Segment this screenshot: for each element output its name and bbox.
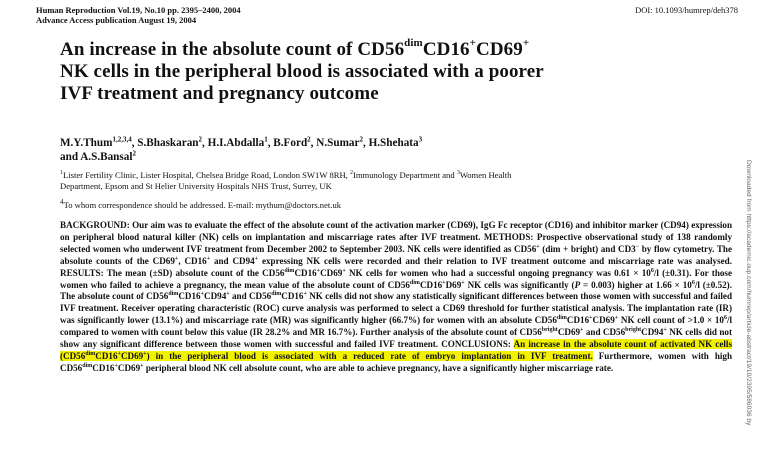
abstract: BACKGROUND: Our aim was to evaluate the effect of the absolute count of the activation marker (CD69), IgG Fc receptor (CD16) and inhibitor marker (CD94) expression on peripheral blood natural killer (NK) cells on implantation and miscarriage rates after IVF treatment. METHODS: Prospective observational study of 138 randomly selected women who underwent IVF treatment from December 2002 to September 2003. NK cells were identified as CD56+ (dim + bright) and CD3− by flow cytometry. The absolute counts of the CD69+, CD16+ and CD94+ expressing NK cells were recorded and their relation to IVF treatment outcome and miscarriage rate was analysed. RESULTS: The mean (±SD) absolute count of the $CD56^{dim}CD16^+CD69^+$ NK cells for women who had a successful ongoing pregnancy was $0.61 \times 10^6/l$ (±0.31). For those women who failed to achieve a pregnancy, the mean value of the absolute count of $CD56^{dim}CD16^+D69^+$ NK cells was significantly (P = 0.003) higher at $1.66 \times 10^6/l$ (±0.52). The absolute count of $CD56^{dim}CD16^+CD94^+$ and $CD56^{dim}CD16^+$ NK cells did not show any statistically significant differences between those women with successful and failed IVF treatment. Receiver operating characteristic (ROC) curve analysis was performed to select a CD69 threshold for further statistical analysis. The implantation rate (IR) was significantly lower (13.1%) and miscarriage rate (MR) was significantly higher (66.7%) for women with an absolute $CD56^{dim}CD16^+CD69^+$ NK cell count of $>1.0 \times 10^6/l$ compared to women with count below this value (IR 28.2% and MR 16.7%). Further analysis of the absolute count of $CD56^{bright}CD69^+$ and $CD56^{bright}CD94^+$ NK cells did not show any significant difference between those women with successful and failed IVF treatment. CONCLUSIONS: An increase in the absolute count of activated NK cells $(CD56^{dim}CD16^+CD69^+)$ in the peripheral blood is associated with a reduced rate of embryo implantation in IVF treatment. Furthermore, women with high $CD56^{dim}CD16^+CD69^+$ peripheral blood NK cell absolute count, who are able to achieve pregnancy, have a significantly higher miscarriage rate. (60, 220, 733, 373)
download-watermark-text: Downloaded from https://academic.oup.com/humrep/article-abstract/19/10/2395/586036 by (745, 160, 752, 426)
title-line-3: IVF treatment and pregnancy outcome (60, 83, 379, 104)
title-line-2: NK cells in the peripheral blood is associated with a poorer (60, 61, 544, 82)
correspondence-note: $^4$To whom correspondence should be addressed. E-mail: mythum@doctors.net.uk (60, 198, 342, 210)
download-watermark (742, 160, 754, 448)
highlighted-conclusion: An increase in the absolute count of activated NK cells $(CD56^{dim}CD16^+CD69^+)$ in the peripheral blood is associated with a reduced rate of embryo implantation in IVF treatment. (60, 339, 732, 361)
author-list: M.Y.Thum$^{1,2,3,4}$, S.Bhaskaran$^2$, H.I.Abdalla$^1$, B.Ford$^2$, N.Sumar$^2$, H.Shehata$^3$ and A.S.Bansal$^2$ (60, 135, 423, 163)
paper-title (60, 36, 750, 105)
access-line: Advance Access publication August 19, 2004 (36, 15, 197, 25)
affiliations: $^1$Lister Fertility Clinic, Lister Hospital, Chelsea Bridge Road, London SW1W 8RH, $^2$Immunology Department and $^3$Women Health Department, Epsom and St Helier University Hospitals NHS Trust, Surrey, UK (60, 170, 512, 191)
doi: DOI: 10.1093/humrep/deh378 (635, 5, 738, 15)
journal-line: Human Reproduction Vol.19, No.10 pp. 2395–2400, 2004 (36, 5, 241, 15)
journal-info (36, 5, 241, 25)
title-line-1: An increase in the absolute count of $CD56^{dim}CD16^+CD69^+$ (60, 36, 530, 60)
